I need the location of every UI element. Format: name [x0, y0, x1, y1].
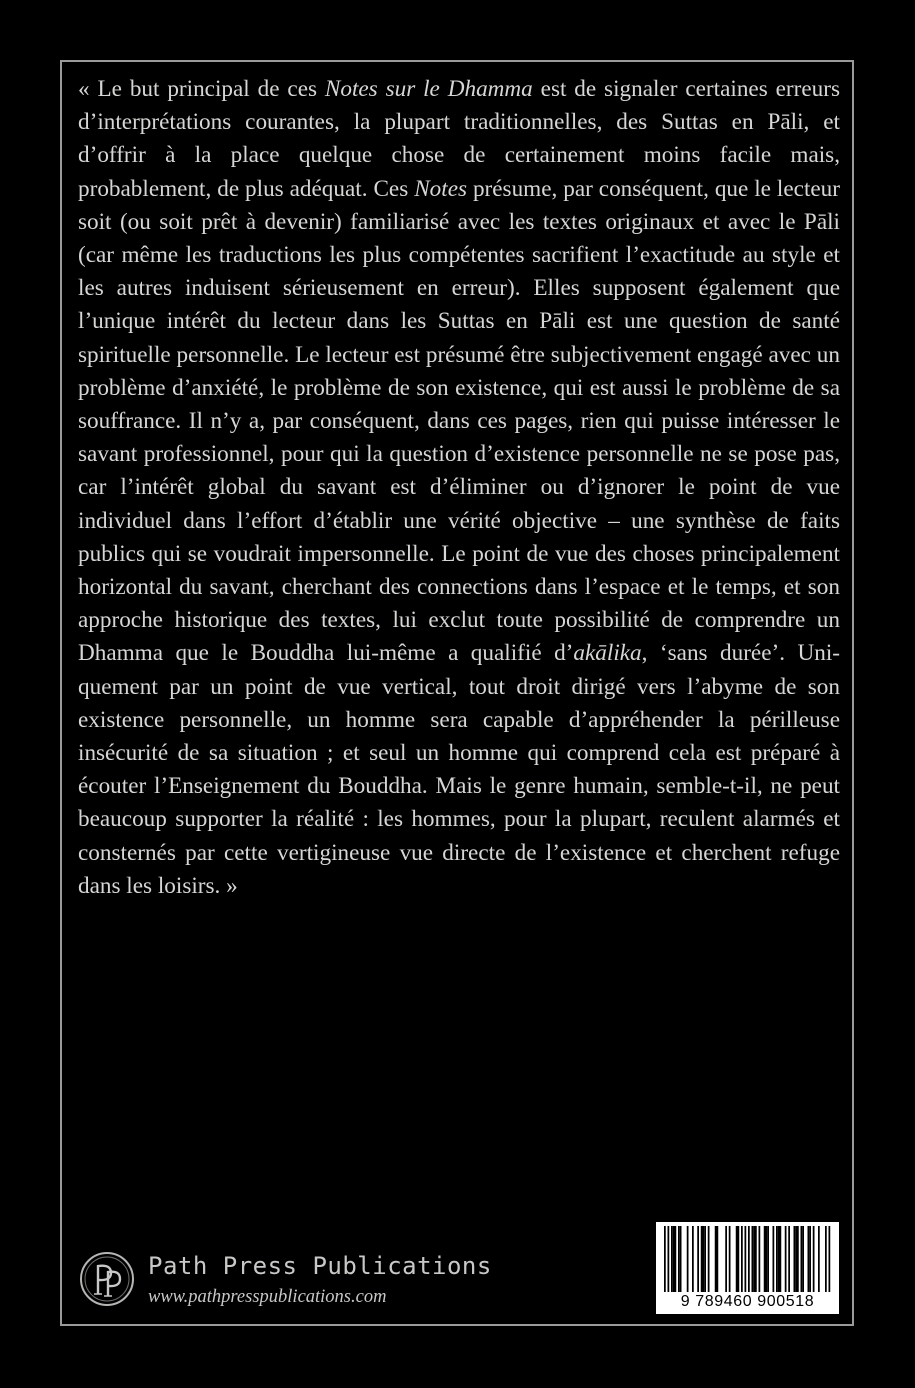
barcode-bar	[813, 1226, 815, 1292]
barcode-bar	[703, 1226, 705, 1292]
isbn-number: 9 789460 900518	[656, 1292, 839, 1312]
barcode-bar	[675, 1226, 677, 1292]
barcode-bar	[729, 1226, 731, 1292]
barcode-bar	[759, 1226, 761, 1292]
barcode-bar	[664, 1226, 666, 1300]
barcode-bar	[736, 1226, 738, 1292]
barcode-bar	[673, 1226, 675, 1292]
barcode-bar	[748, 1226, 750, 1300]
barcode-bar	[808, 1226, 810, 1292]
blurb-text-4: , ‘sans durée’. Uniquement par un point de vue vertical, tout droit dirigé vers l’abyme de son existence personnelle, un homme sera capable d’appréhender la périlleuse insécurité de sa situation ; et seul un homme qui comprend cela est préparé à écouter l’Enseignement du Bouddha. Mais le genre humain, semble-t-il, ne peut beaucoup supporter la réalité : les hommes, pour la plupart, reculent alarmés et consternés par cette vertigineuse vue directe de l’existence et cherchent refuge dans les loisirs. »	[78, 640, 840, 899]
barcode-bar	[741, 1226, 743, 1292]
barcode-bar	[764, 1226, 766, 1292]
barcode-bar	[802, 1226, 804, 1292]
barcode-bar	[745, 1226, 747, 1300]
publisher-logo-icon	[78, 1250, 136, 1308]
barcode-bar	[678, 1226, 680, 1292]
barcode-bar	[795, 1226, 797, 1292]
barcode-bar	[687, 1226, 689, 1292]
barcode-bar	[825, 1226, 827, 1300]
barcode-bar	[809, 1226, 811, 1292]
barcode-bar	[725, 1226, 727, 1292]
isbn-barcode	[656, 1222, 839, 1314]
blurb-notes-italic: Notes	[414, 175, 468, 202]
barcode-bar	[704, 1226, 706, 1292]
barcode-bar	[818, 1226, 820, 1292]
barcode-bar	[701, 1226, 703, 1292]
barcode-bar	[778, 1226, 780, 1292]
barcode-bar	[738, 1226, 740, 1292]
barcode-bar	[680, 1226, 682, 1292]
publisher-name: Path Press Publications	[148, 1252, 492, 1280]
barcode-bar	[780, 1226, 782, 1292]
barcode-bar	[788, 1226, 790, 1292]
barcode-bar	[755, 1226, 757, 1292]
barcode-bar	[752, 1226, 754, 1292]
blurb-title-italic: Notes sur le Dhamma	[324, 76, 533, 102]
blurb-text-2: est de signaler certaines erreurs d’interprétations courantes, la plupart traditionnelles, des Suttas en Pāli, et d’offrir à la place quelque chose de certainement moins facile mais, probablement, de plus adéquat. Ces	[78, 76, 840, 202]
barcode-bar	[671, 1226, 673, 1292]
barcode-bar	[797, 1226, 799, 1292]
barcode-bar	[829, 1226, 831, 1300]
barcode-bar	[785, 1226, 787, 1292]
barcode-bar	[708, 1226, 710, 1292]
barcode-bar	[794, 1226, 796, 1292]
barcode-bar	[715, 1226, 717, 1292]
barcode-bar	[753, 1226, 755, 1292]
barcode-bar	[801, 1226, 803, 1292]
blurb-text-1: « Le but principal de ces	[78, 76, 325, 102]
barcode-bar	[776, 1226, 778, 1292]
barcode-bar	[692, 1226, 694, 1292]
barcode-bar	[767, 1226, 769, 1292]
back-cover-blurb	[78, 73, 840, 903]
publisher-website: www.pathpresspublications.com	[148, 1287, 387, 1307]
barcode-bar	[717, 1226, 719, 1292]
blurb-text-3: présume, par conséquent, que le lecteur soit (ou soit prêt à devenir) familiarisé avec les textes originaux et avec le Pāli (car même les traductions les plus compétentes sacrifient l’exactitude au style et les autres induisent sérieusement en erreur). Elles supposent également que l’unique intérêt du lecteur dans les Suttas en Pāli est une question de santé spirituelle personnelle. Le lecteur est présumé être subjectivement engagé avec un problème d’anxiété, le problème de son existence, qui est aussi le problème de sa souffrance. Il n’y a, par conséquent, dans ces pages, rien qui puisse intéresser le savant professionnel, pour qui la question d’existence personnelle ne se pose pas, car l’intérêt global du savant est d’éliminer ou d’ignorer le point de vue individuel dans l’effort d’établir une vérité objective – une synthèse de faits publics qui se voudrait impersonnelle. Le point de vue des choses principalement horizontal du savant, cherchant des connections dans l’espace et le temps, et son approche historique des textes, lui exclut toute possibilité de comprendre un Dhamma que le Bouddha lui-même a qualifié d’	[78, 175, 840, 667]
blurb-akalika-italic: akālika	[573, 640, 642, 667]
barcode-bar	[773, 1226, 775, 1292]
barcode-bar	[766, 1226, 768, 1292]
barcode-bar	[668, 1226, 670, 1300]
barcode-bar	[697, 1226, 699, 1292]
